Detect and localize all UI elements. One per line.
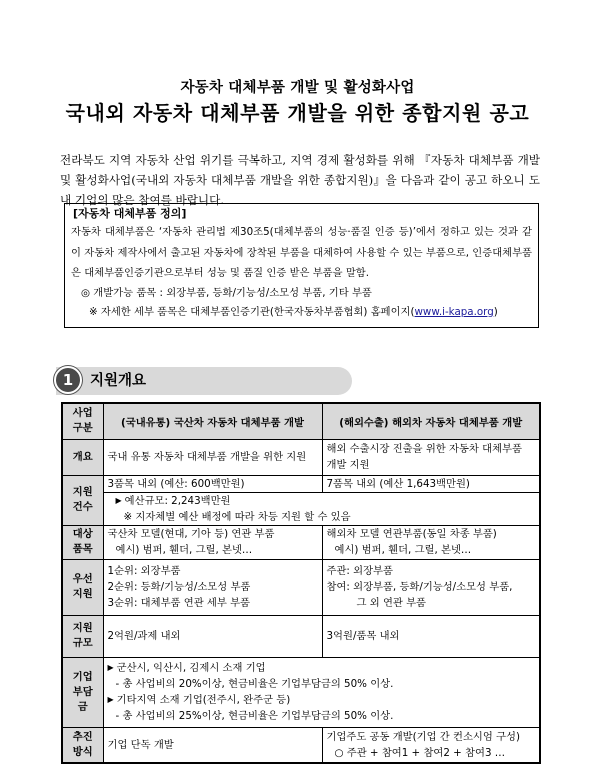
- priority-overseas: 주관: 외장부품 참여: 외장부품, 등화/기능성/소모성 부품, 그 외 연관 부품: [322, 559, 540, 615]
- row-label-priority: 우선 지원: [62, 559, 103, 615]
- row-label-overview: 개요: [62, 439, 103, 475]
- document-subtitle: 자동차 대체부품 개발 및 활성화사업: [180, 80, 415, 96]
- overview-domestic: 국내 유통 자동차 대체부품 개발을 위한 지원: [103, 439, 322, 475]
- support-overview-table: [61, 402, 541, 764]
- row-label-count: 지원 건수: [62, 475, 103, 525]
- method-overseas: 기업주도 공동 개발(기업 간 컨소시엄 구성) ○ 주관 + 참여1 + 참여2 + 참여3 …: [322, 727, 540, 763]
- section-number-badge: 1: [54, 366, 82, 394]
- priority-domestic: 1순위: 외장부품 2순위: 등화/기능성/소모성 부품 3순위: 대체부품 연관 세부 부품: [103, 559, 322, 615]
- target-overseas: 해외차 모델 연관부품(동일 차종 부품) 예시) 범퍼, 휀더, 그릴, 본넷…: [322, 525, 540, 559]
- definition-title: [자동차 대체부품 정의]: [73, 207, 187, 220]
- budget-text: 예산규모: 2,243백만원: [124, 494, 231, 507]
- burden-cell: ▶ 군산시, 익산시, 김제시 소재 기업 - 총 사업비의 20%이상, 현금비율은 기업부담금의 50% 이상. ▶ 기타지역 소재 기업(전주시, 완주군 등) - 총 사업비의 25%이상, 현금비율은 기업부담금의 50% 이상.: [103, 657, 540, 727]
- count-domestic: 3품목 내외 (예산: 600백만원): [103, 475, 322, 492]
- definition-note: [71, 303, 532, 322]
- definition-body: 자동차 대체부품은 ‘자동차 관리법 제30조5(대체부품의 성능·품질 인증 등)’에서 정하고 있는 것과 같이 자동차 제작사에서 출고된 자동차에 장착된 부품을 대체하여 사용할 수 있는 부품으로, 인증대체부품은 대체부품인증기관으로부터 성능 및 품질 인증 받은 부품을 말함.: [71, 226, 532, 279]
- scale-domestic: 2억원/과제 내외: [103, 615, 322, 657]
- scale-overseas: 3억원/품목 내외: [322, 615, 540, 657]
- definition-box: [64, 203, 539, 328]
- budget-note: ※ 지자체별 예산 배정에 따라 차등 지원 할 수 있음: [123, 510, 351, 523]
- method-domestic: 기업 단독 개발: [103, 727, 322, 763]
- note-prefix: ※ 자세한 세부 품목은 대체부품인증기관(한국자동차부품협회) 홈페이지(: [89, 305, 415, 318]
- count-budget-cell: ▶ 예산규모: 2,243백만원 ※ 지자체별 예산 배정에 따라 차등 지원 할 수 있음: [103, 492, 540, 525]
- header-overseas: (해외수출) 해외차 자동차 대체부품 개발: [322, 403, 540, 439]
- header-category: 사업 구분: [62, 403, 103, 439]
- kapa-website-link[interactable]: www.i-kapa.org: [414, 305, 494, 318]
- overview-overseas: 해외 수출시장 진출을 위한 자동차 대체부품 개발 지원: [322, 439, 540, 475]
- intro-paragraph: 전라북도 지역 자동차 산업 위기를 극복하고, 지역 경제 활성화를 위해 『자동차 대체부품 개발 및 활성화사업(국내외 자동차 대체부품 개발을 위한 종합지원)』을 다음과 같이 공고 하오니 도내 기업의 많은 참여를 바랍니다.: [60, 153, 540, 207]
- note-suffix: ): [493, 305, 498, 318]
- row-label-burden: 기업 부담 금: [62, 657, 103, 727]
- count-overseas: 7품목 내외 (예산 1,643백만원): [322, 475, 540, 492]
- definition-items: ◎ 개발가능 품목 : 외장부품, 등화/기능성/소모성 부품, 기타 부품: [81, 286, 372, 299]
- target-domestic: 국산차 모델(현대, 기아 등) 연관 부품 예시) 범퍼, 휀더, 그릴, 본넷…: [103, 525, 322, 559]
- row-label-target: 대상 품목: [62, 525, 103, 559]
- document-title: 국내외 자동차 대체부품 개발을 위한 종합지원 공고: [65, 101, 530, 125]
- section-title: 지원개요: [90, 373, 147, 389]
- row-label-scale: 지원 규모: [62, 615, 103, 657]
- row-label-method: 추진 방식: [62, 727, 103, 763]
- header-domestic: (국내유통) 국산차 자동차 대체부품 개발: [103, 403, 322, 439]
